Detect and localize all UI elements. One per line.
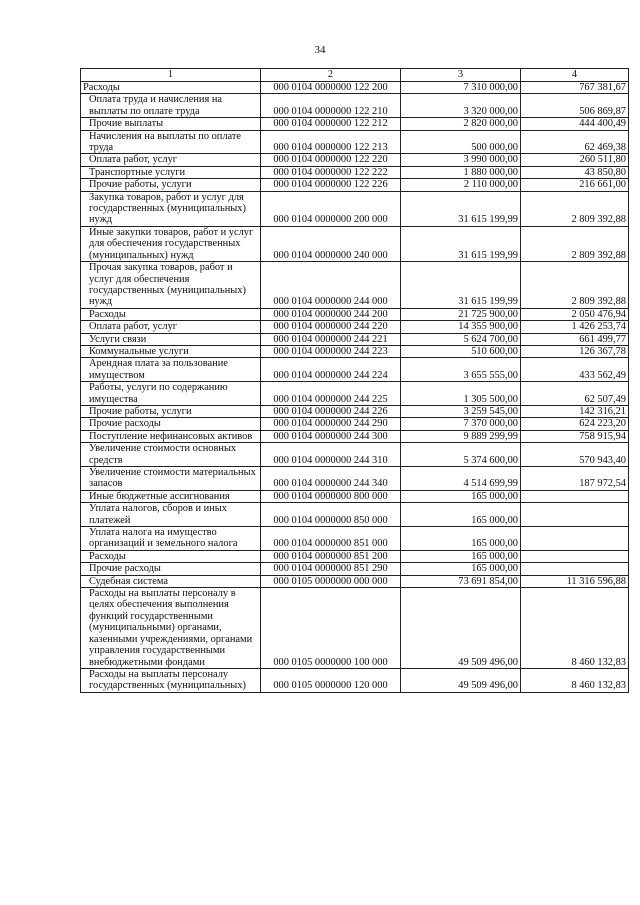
budget-table: [80, 68, 629, 693]
table-row: [81, 563, 629, 575]
row-code: 000 0104 0000000 240 000: [261, 226, 401, 261]
row-fact-amount: 506 869,87: [521, 94, 629, 118]
row-name: Оплата труда и начисления на выплаты по оплате труда: [81, 94, 261, 118]
row-fact-amount: 661 499,77: [521, 333, 629, 345]
row-code: 000 0104 0000000 851 000: [261, 527, 401, 551]
table-row: [81, 166, 629, 178]
row-fact-amount: 216 661,00: [521, 179, 629, 191]
row-name: Прочие выплаты: [81, 118, 261, 130]
row-code: 000 0104 0000000 244 000: [261, 262, 401, 309]
row-name: Прочие работы, услуги: [81, 179, 261, 191]
row-code: 000 0104 0000000 122 222: [261, 166, 401, 178]
page-number: 34: [314, 44, 326, 56]
row-code: 000 0104 0000000 244 220: [261, 321, 401, 333]
row-fact-amount: 1 426 253,74: [521, 321, 629, 333]
row-name: Прочие работы, услуги: [81, 405, 261, 417]
table-row: [81, 154, 629, 166]
row-plan-amount: 31 615 199,99: [401, 262, 521, 309]
row-plan-amount: 49 509 496,00: [401, 668, 521, 692]
table-row: [81, 226, 629, 261]
row-name: Расходы: [81, 82, 261, 94]
row-code: 000 0104 0000000 122 200: [261, 82, 401, 94]
table-header-row: [81, 69, 629, 82]
row-plan-amount: 165 000,00: [401, 527, 521, 551]
row-plan-amount: 4 514 699,99: [401, 467, 521, 491]
table-row: [81, 130, 629, 154]
row-name: Оплата работ, услуг: [81, 154, 261, 166]
column-header: 4: [521, 69, 629, 82]
table-row: [81, 118, 629, 130]
row-plan-amount: 9 889 299,99: [401, 430, 521, 442]
row-code: 000 0104 0000000 851 200: [261, 550, 401, 562]
row-name: Расходы: [81, 308, 261, 320]
row-name: Судебная система: [81, 575, 261, 587]
table-row: [81, 262, 629, 309]
row-fact-amount: 2 809 392,88: [521, 262, 629, 309]
row-plan-amount: 14 355 900,00: [401, 321, 521, 333]
column-header: 1: [81, 69, 261, 82]
row-plan-amount: 165 000,00: [401, 550, 521, 562]
column-header: 3: [401, 69, 521, 82]
row-fact-amount: 62 507,49: [521, 382, 629, 406]
row-code: 000 0104 0000000 800 000: [261, 490, 401, 502]
table-row: [81, 467, 629, 491]
row-code: 000 0105 0000000 120 000: [261, 668, 401, 692]
row-code: 000 0104 0000000 244 300: [261, 430, 401, 442]
row-code: 000 0105 0000000 000 000: [261, 575, 401, 587]
row-plan-amount: 510 600,00: [401, 345, 521, 357]
row-plan-amount: 165 000,00: [401, 503, 521, 527]
row-code: 000 0104 0000000 122 210: [261, 94, 401, 118]
row-name: Прочие расходы: [81, 418, 261, 430]
row-fact-amount: [521, 527, 629, 551]
row-plan-amount: 3 990 000,00: [401, 154, 521, 166]
row-plan-amount: 31 615 199,99: [401, 191, 521, 226]
table-row: [81, 345, 629, 357]
row-code: 000 0104 0000000 122 220: [261, 154, 401, 166]
row-name: Начисления на выплаты по оплате труда: [81, 130, 261, 154]
row-fact-amount: 126 367,78: [521, 345, 629, 357]
row-code: 000 0104 0000000 200 000: [261, 191, 401, 226]
table-row: [81, 490, 629, 502]
row-fact-amount: 2 809 392,88: [521, 191, 629, 226]
row-plan-amount: 5 624 700,00: [401, 333, 521, 345]
row-plan-amount: 3 320 000,00: [401, 94, 521, 118]
row-name: Иные бюджетные ассигнования: [81, 490, 261, 502]
row-fact-amount: [521, 550, 629, 562]
table-row: [81, 575, 629, 587]
row-name: Коммунальные услуги: [81, 345, 261, 357]
row-plan-amount: 500 000,00: [401, 130, 521, 154]
table-row: [81, 308, 629, 320]
row-name: Прочие расходы: [81, 563, 261, 575]
row-fact-amount: 8 460 132,83: [521, 588, 629, 669]
row-name: Расходы на выплаты персоналу государственных (муниципальных): [81, 668, 261, 692]
row-code: 000 0105 0000000 100 000: [261, 588, 401, 669]
table-row: [81, 191, 629, 226]
row-code: 000 0104 0000000 122 226: [261, 179, 401, 191]
row-plan-amount: 2 820 000,00: [401, 118, 521, 130]
row-name: Арендная плата за пользование имуществом: [81, 358, 261, 382]
row-fact-amount: 2 809 392,88: [521, 226, 629, 261]
table-row: [81, 94, 629, 118]
row-plan-amount: 73 691 854,00: [401, 575, 521, 587]
row-fact-amount: [521, 563, 629, 575]
row-fact-amount: 11 316 596,88: [521, 575, 629, 587]
table-row: [81, 382, 629, 406]
row-plan-amount: 1 880 000,00: [401, 166, 521, 178]
row-fact-amount: [521, 490, 629, 502]
row-code: 000 0104 0000000 244 200: [261, 308, 401, 320]
row-name: Уплата налога на имущество организаций и земельного налога: [81, 527, 261, 551]
row-code: 000 0104 0000000 244 340: [261, 467, 401, 491]
row-code: 000 0104 0000000 244 225: [261, 382, 401, 406]
row-name: Увеличение стоимости основных средств: [81, 443, 261, 467]
row-fact-amount: 260 511,80: [521, 154, 629, 166]
row-name: Поступление нефинансовых активов: [81, 430, 261, 442]
row-code: 000 0104 0000000 244 310: [261, 443, 401, 467]
row-code: 000 0104 0000000 851 290: [261, 563, 401, 575]
row-code: 000 0104 0000000 244 226: [261, 405, 401, 417]
row-plan-amount: 49 509 496,00: [401, 588, 521, 669]
table-row: [81, 430, 629, 442]
row-fact-amount: 8 460 132,83: [521, 668, 629, 692]
row-name: Транспортные услуги: [81, 166, 261, 178]
row-fact-amount: [521, 503, 629, 527]
row-name: Расходы на выплаты персоналу в целях обеспечения выполнения функций государственными (муниципальными) органами, казенными учреждениями, органами управления государственными внебюджетными фондами: [81, 588, 261, 669]
table-row: [81, 527, 629, 551]
row-plan-amount: 1 305 500,00: [401, 382, 521, 406]
row-fact-amount: 444 400,49: [521, 118, 629, 130]
table-row: [81, 358, 629, 382]
table-row: [81, 443, 629, 467]
table-row: [81, 503, 629, 527]
table-row: [81, 668, 629, 692]
row-code: 000 0104 0000000 122 213: [261, 130, 401, 154]
row-name: Оплата работ, услуг: [81, 321, 261, 333]
row-fact-amount: 187 972,54: [521, 467, 629, 491]
column-header: 2: [261, 69, 401, 82]
table-row: [81, 588, 629, 669]
row-fact-amount: 433 562,49: [521, 358, 629, 382]
row-code: 000 0104 0000000 244 223: [261, 345, 401, 357]
table-row: [81, 321, 629, 333]
row-plan-amount: 21 725 900,00: [401, 308, 521, 320]
row-plan-amount: 165 000,00: [401, 563, 521, 575]
table-row: [81, 550, 629, 562]
row-name: Работы, услуги по содержанию имущества: [81, 382, 261, 406]
row-fact-amount: 43 850,80: [521, 166, 629, 178]
row-plan-amount: 3 259 545,00: [401, 405, 521, 417]
row-code: 000 0104 0000000 122 212: [261, 118, 401, 130]
row-fact-amount: 570 943,40: [521, 443, 629, 467]
table-row: [81, 418, 629, 430]
row-fact-amount: 624 223,20: [521, 418, 629, 430]
table-row: [81, 333, 629, 345]
row-name: Иные закупки товаров, работ и услуг для обеспечения государственных (муниципальных) нужд: [81, 226, 261, 261]
row-name: Увеличение стоимости материальных запасов: [81, 467, 261, 491]
row-name: Расходы: [81, 550, 261, 562]
row-code: 000 0104 0000000 850 000: [261, 503, 401, 527]
row-plan-amount: 7 310 000,00: [401, 82, 521, 94]
row-fact-amount: 62 469,38: [521, 130, 629, 154]
row-name: Услуги связи: [81, 333, 261, 345]
row-name: Уплата налогов, сборов и иных платежей: [81, 503, 261, 527]
row-fact-amount: 767 381,67: [521, 82, 629, 94]
table-row: [81, 405, 629, 417]
row-code: 000 0104 0000000 244 221: [261, 333, 401, 345]
row-plan-amount: 7 370 000,00: [401, 418, 521, 430]
row-plan-amount: 31 615 199,99: [401, 226, 521, 261]
row-plan-amount: 2 110 000,00: [401, 179, 521, 191]
row-code: 000 0104 0000000 244 290: [261, 418, 401, 430]
row-plan-amount: 5 374 600,00: [401, 443, 521, 467]
row-fact-amount: 2 050 476,94: [521, 308, 629, 320]
table-row: [81, 179, 629, 191]
row-fact-amount: 758 915,94: [521, 430, 629, 442]
row-name: Прочая закупка товаров, работ и услуг для обеспечения государственных (муниципальных) нужд: [81, 262, 261, 309]
row-plan-amount: 165 000,00: [401, 490, 521, 502]
row-code: 000 0104 0000000 244 224: [261, 358, 401, 382]
row-name: Закупка товаров, работ и услуг для государственных (муниципальных) нужд: [81, 191, 261, 226]
row-plan-amount: 3 655 555,00: [401, 358, 521, 382]
row-fact-amount: 142 316,21: [521, 405, 629, 417]
table-row: [81, 82, 629, 94]
